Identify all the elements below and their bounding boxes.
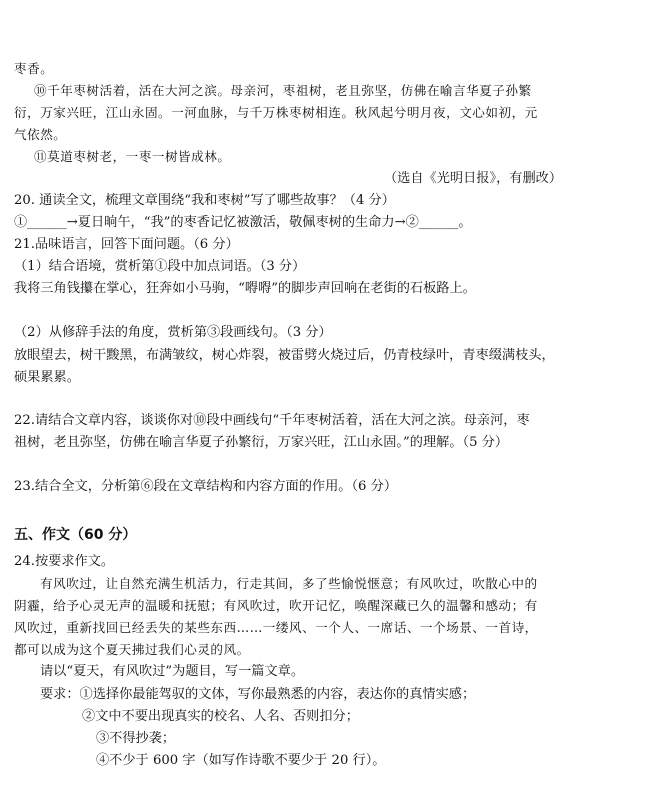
paragraph-11: ⑪莫道枣树老，一枣一树皆成林。 bbox=[34, 149, 231, 164]
question-21-part-1: （1）结合语境，赏析第①段中加点词语。（3 分） bbox=[14, 259, 306, 274]
question-21-title: 21.品味语言，回答下面问题。（6 分） bbox=[14, 237, 239, 252]
article-tail: 枣香。 bbox=[14, 61, 54, 76]
question-21-part-2-quote-line-1: 放眼望去，树干黢黑，布满皱纹，树心炸裂，被雷劈火烧过后，仍青枝绿叶，青枣缀满枝头， bbox=[14, 348, 555, 363]
paragraph-10-line-3: 气依然。 bbox=[14, 127, 67, 142]
question-22-line-2: 祖树，老且弥坚，仿佛在喻言华夏子孙繁衍，万家兴旺，江山永固。”的理解。（5 分） bbox=[14, 435, 509, 450]
paragraph-10-line-1: ⑩千年枣树活着，活在大河之滨。母亲河，枣祖树，老且弥坚，仿佛在喻言华夏子孙繁 bbox=[34, 83, 532, 98]
requirement-2: ②文中不要出现真实的校名、人名、否则扣分； bbox=[82, 709, 359, 724]
section-title-composition: 五、作文（60 分） bbox=[14, 527, 137, 543]
prompt-line-3: 风吹过，重新找回已经丢失的某些东西……一缕风、一个人、一席话、一个场景、一首诗， bbox=[14, 620, 538, 635]
requirement-1: 要求：①选择你最能驾驭的文体，写你最熟悉的内容，表达你的真情实感； bbox=[40, 687, 476, 702]
requirement-4: ④不少于 600 字（如写作诗歌不要少于 20 行）。 bbox=[96, 753, 386, 768]
question-20-fill: ①______→夏日晌午，“我”的枣香记忆被激活，敬佩枣树的生命力→②______。 bbox=[14, 215, 472, 230]
question-21-part-2-quote-line-2: 硕果累累。 bbox=[14, 370, 80, 385]
composition-instruction: 请以“夏天，有风吹过”为题目，写一篇文章。 bbox=[40, 664, 305, 679]
question-20-title: 20. 通读全文，梳理文章围绕“我和枣树”写了哪些故事？（4 分） bbox=[14, 193, 395, 208]
question-24-title: 24.按要求作文。 bbox=[14, 554, 115, 569]
requirement-3: ③不得抄袭； bbox=[96, 731, 176, 746]
question-21-part-1-quote: 我将三角钱攥在掌心，狂奔如小马驹，“嘚嘚”的脚步声回响在老街的石板路上。 bbox=[14, 281, 476, 296]
question-23: 23.结合全文，分析第⑥段在文章结构和内容方面的作用。（6 分） bbox=[14, 479, 398, 494]
question-22-line-1: 22.请结合文章内容，谈谈你对⑩段中画线句“千年枣树活着，活在大河之滨。母亲河，枣 bbox=[14, 413, 530, 428]
prompt-line-1: 有风吹过，让自然充满生机活力，行走其间，多了些愉悦惬意；有风吹过，吹散心中的 bbox=[40, 576, 538, 591]
question-21-part-2: （2）从修辞手法的角度，赏析第③段画线句。（3 分） bbox=[14, 325, 332, 340]
prompt-line-4: 都可以成为这个夏天拂过我们心灵的风。 bbox=[14, 642, 250, 657]
prompt-line-2: 阴霾，给予心灵无声的温暖和抚慰；有风吹过，吹开记忆，唤醒深藏已久的温馨和感动；有 bbox=[14, 598, 538, 613]
article-source: （选自《光明日报》，有删改） bbox=[384, 171, 563, 186]
paragraph-10-line-2: 衍，万家兴旺，江山永固。一河血脉，与千万株枣树相连。秋风起兮明月夜，文心如初，元 bbox=[14, 105, 538, 120]
